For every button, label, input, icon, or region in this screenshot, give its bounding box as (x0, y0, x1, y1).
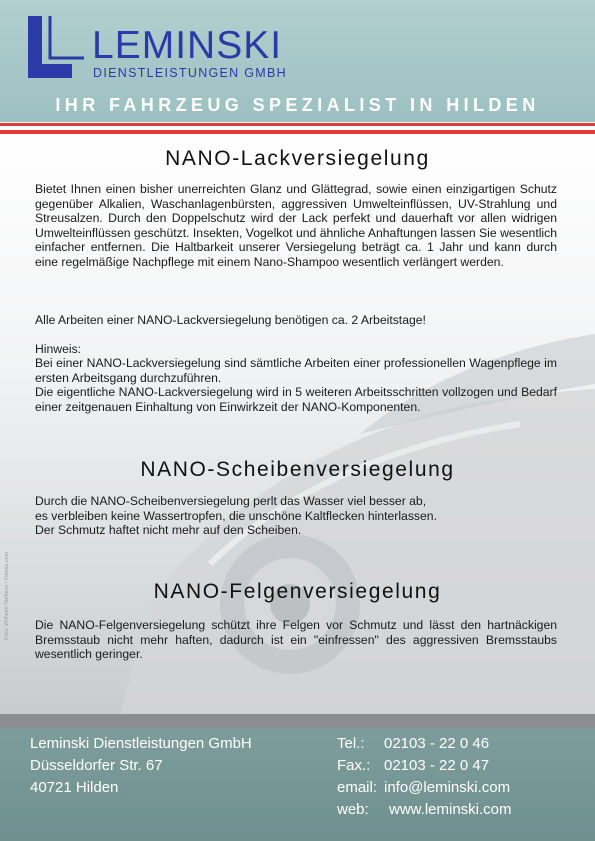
section-lack-intro: Bietet Ihnen einen bisher unerreichten Glanz und Glättegrad, sowie einen einzigartigen Schutz gegenüber Alkalien, Waschanlagenbürsten, aggressiven Umwelteinflüssen, UV-Strahlung und Streusalzen. Durch den Doppelschutz wird der Lack perfekt und dauerhaft vor allen widrigen Umwelteinflüssen geschützt. Insekten, Vogelkot und ähnliche Anhaftungen lassen Sie wesentlich einfacher entfernen. Die Haltbarkeit unserer Versiegelung beträgt ca. 1 Jahr und kann durch eine regelmäßige Nachpflege mit einem Nano-Shampoo wesentlich verlängert werden. (35, 182, 557, 269)
section-title-scheiben: NANO-Scheibenversiegelung (140, 458, 455, 481)
section-scheiben-line-1: Durch die NANO-Scheibenversiegelung perlt das Wasser viel besser ab, (35, 494, 427, 508)
leminski-logo-icon (26, 14, 86, 84)
footer-tel-label: Tel.: (337, 735, 365, 752)
section-scheiben-line-3: Der Schmutz haftet nicht mehr auf den Scheiben. (35, 523, 302, 537)
footer-web-link[interactable]: www.leminski.com (389, 801, 512, 818)
footer-fax-label: Fax.: (337, 757, 371, 774)
section-title-felgen: NANO-Felgenversiegelung (153, 580, 442, 603)
tagline: IHR FAHRZEUG SPEZIALIST IN HILDEN (55, 95, 540, 115)
section-felgen-text: Die NANO-Felgenversiegelung schützt ihre Felgen vor Schmutz und lässt den hartnäckigen Bremsstaub nicht mehr haften, dadurch ist ein "einfressen" des aggressiven Bremsstaubs wesentlich geringer. (35, 618, 557, 662)
footer-divider (0, 714, 595, 728)
section-lack-note-label: Hinweis: (35, 342, 82, 356)
footer-email-label: email: (337, 779, 378, 796)
company-logo-name: LEMINSKI (92, 24, 283, 67)
footer-email-link[interactable]: info@leminski.com (384, 779, 511, 796)
footer-tel[interactable]: 02103 - 22 0 46 (384, 735, 490, 752)
section-lack-note-2: Die eigentliche NANO-Lackversiegelung wird in 5 weiteren Arbeitsschritten vollzogen und Bedarf einer zeitgenauen Einhaltung von Einwirkzeit der NANO-Komponenten. (35, 385, 557, 414)
section-lack-note-1: Bei einer NANO-Lackversiegelung sind sämtliche Arbeiten einer professionellen Wagenpflege im ersten Arbeitsgang durchzuführen. (35, 356, 557, 385)
section-scheiben-line-2: es verbleiben keine Wassertropfen, die unschöne Kaltflecken hinterlassen. (35, 509, 437, 523)
header (0, 0, 595, 122)
section-title-lack: NANO-Lackversiegelung (165, 147, 430, 170)
section-lack-duration: Alle Arbeiten einer NANO-Lackversiegelung benötigen ca. 2 Arbeitstage! (35, 313, 426, 327)
footer-company: Leminski Dienstleistungen GmbH (30, 735, 252, 752)
footer-city: 40721 Hilden (30, 779, 119, 796)
footer (0, 728, 595, 841)
photo-credit: Foto: Wilhelm Steffens / Fotolia.com (4, 551, 10, 640)
company-logo-subtitle: DIENSTLEISTUNGEN GMBH (93, 66, 287, 80)
footer-fax: 02103 - 22 0 47 (384, 757, 490, 774)
footer-street: Düsseldorfer Str. 67 (30, 757, 163, 774)
footer-web-label: web: (337, 801, 369, 818)
